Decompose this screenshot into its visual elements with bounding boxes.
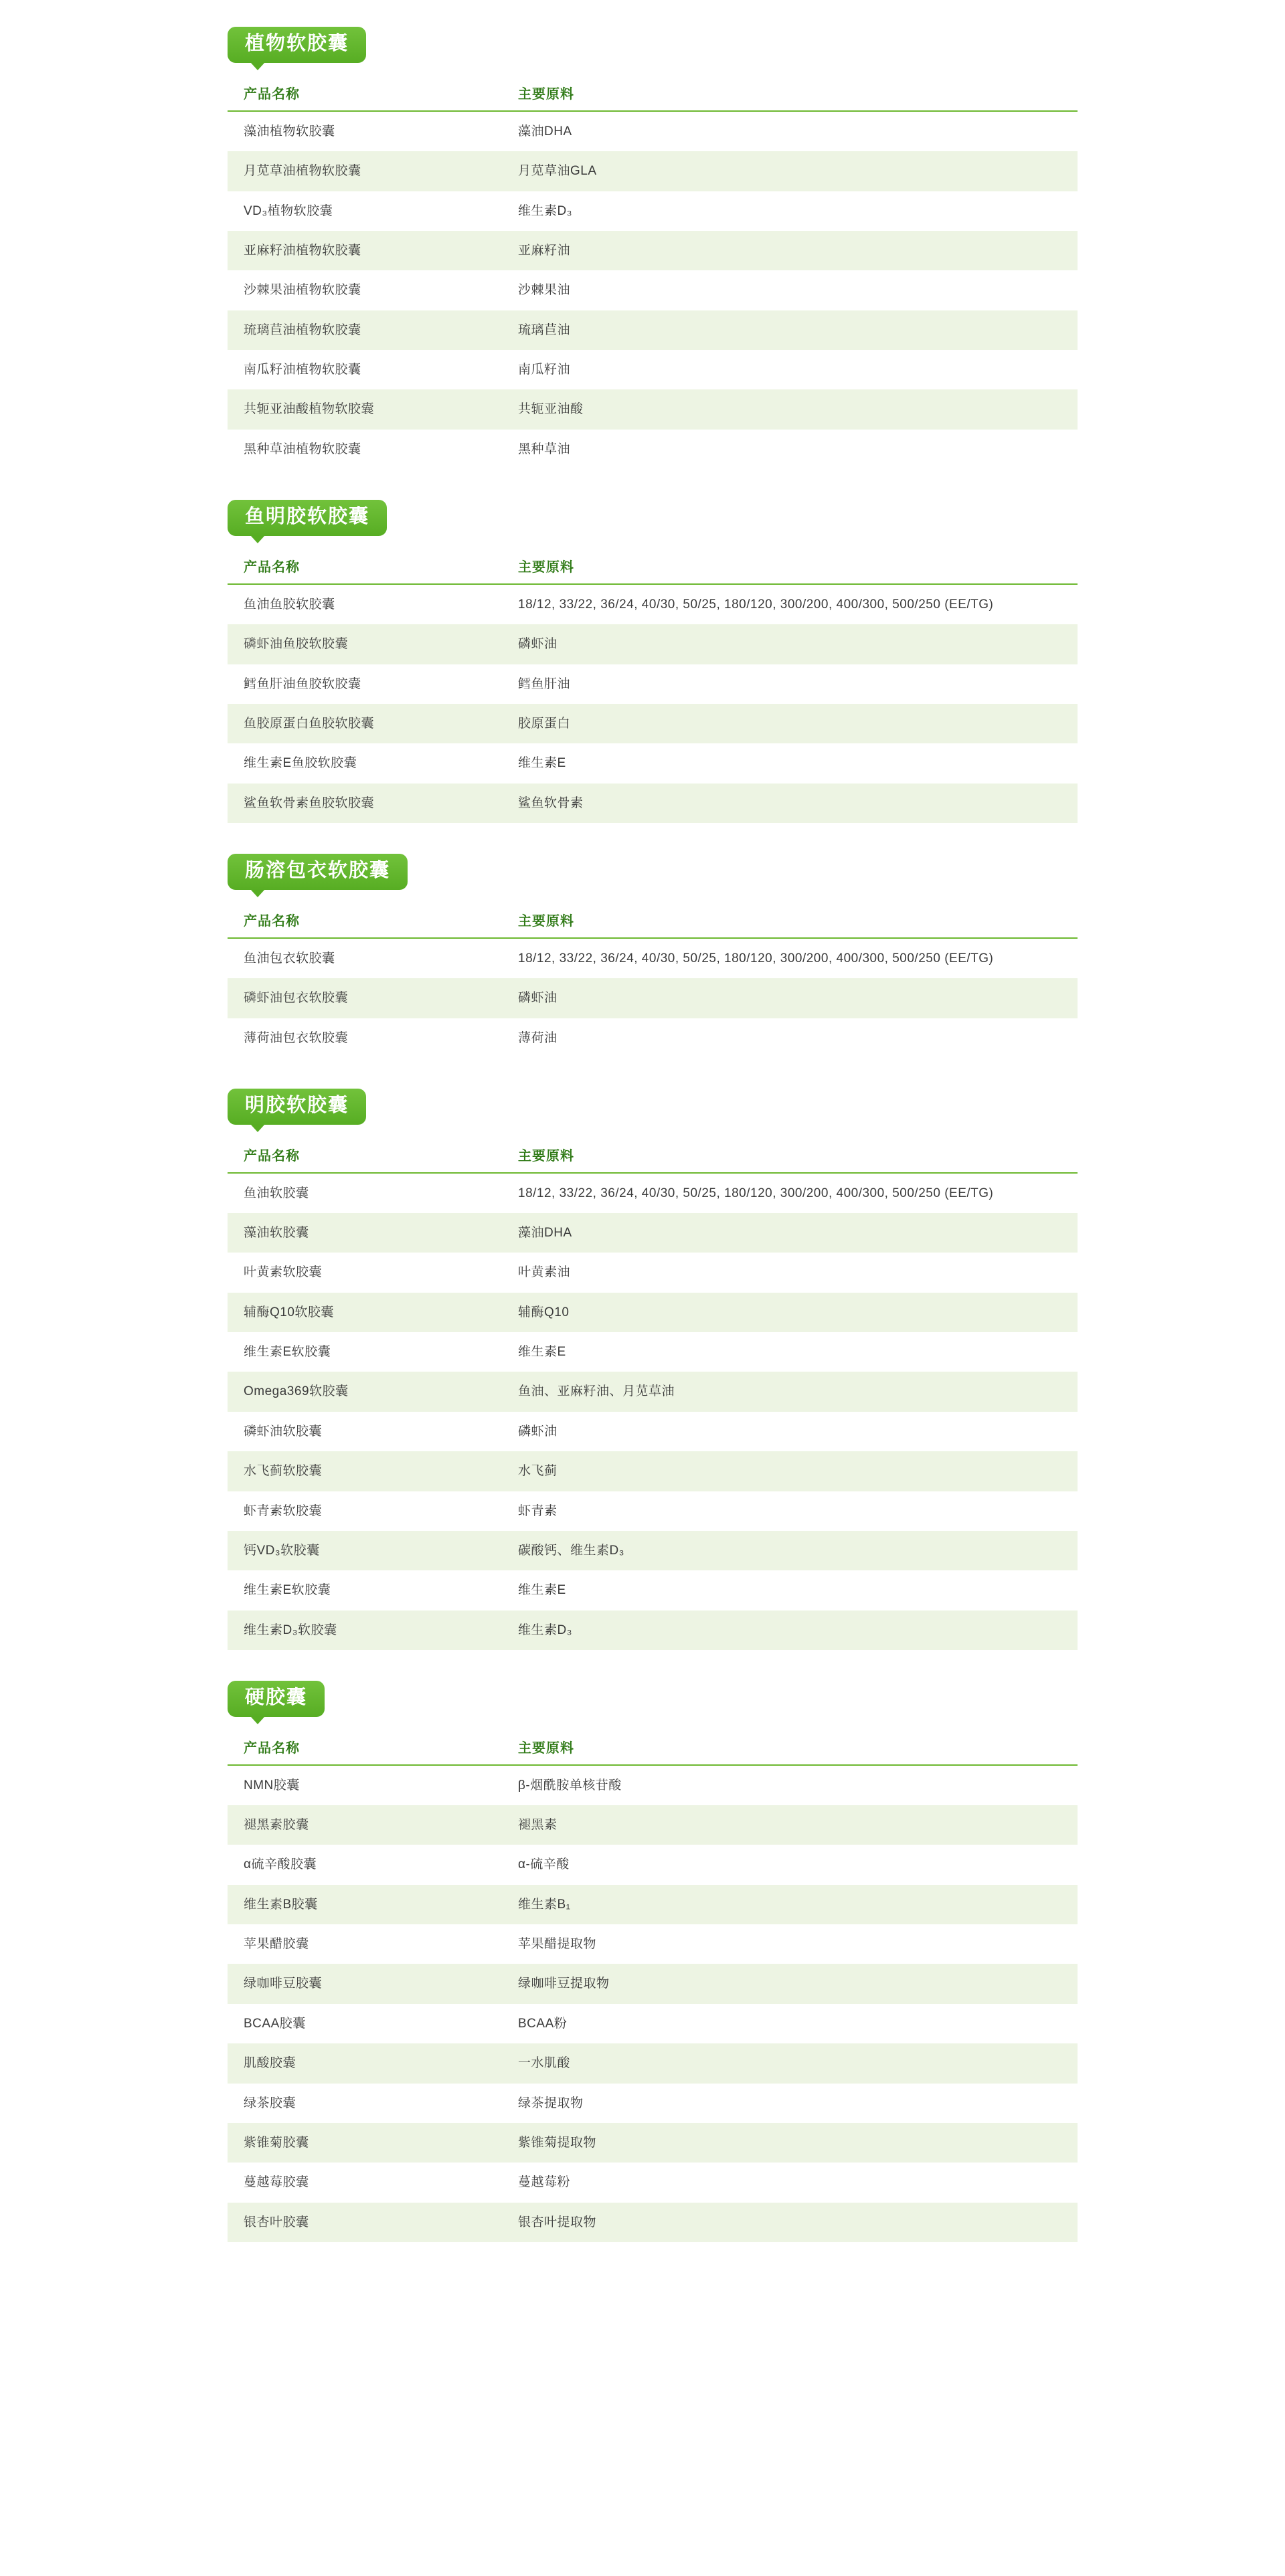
section-heading-wrap — [228, 500, 1078, 536]
cell-product-name: 磷虾油鱼胶软胶囊 — [228, 624, 502, 664]
page-content — [207, 27, 1078, 2242]
cell-product-name: 藻油软胶囊 — [228, 1213, 502, 1253]
cell-material: 一水肌酸 — [502, 2043, 1078, 2083]
section-title: 明胶软胶囊 — [228, 1089, 366, 1125]
table-row — [228, 1531, 1078, 1570]
table-row — [228, 584, 1078, 624]
cell-product-name: 鱼胶原蛋白鱼胶软胶囊 — [228, 704, 502, 743]
table-body — [228, 584, 1078, 823]
cell-product-name: 南瓜籽油植物软胶囊 — [228, 350, 502, 389]
column-header-material: 主要原料 — [502, 1137, 1078, 1173]
cell-product-name: 绿茶胶囊 — [228, 2084, 502, 2123]
table-row — [228, 1412, 1078, 1451]
section-title: 肠溶包衣软胶囊 — [228, 854, 408, 890]
cell-material: α-硫辛酸 — [502, 1845, 1078, 1884]
cell-product-name: 鳕鱼肝油鱼胶软胶囊 — [228, 664, 502, 704]
cell-material: 琉璃苣油 — [502, 310, 1078, 350]
column-header-material: 主要原料 — [502, 902, 1078, 938]
cell-material: 18/12, 33/22, 36/24, 40/30, 50/25, 180/120, 300/200, 400/300, 500/250 (EE/TG) — [502, 938, 1078, 978]
table-row — [228, 624, 1078, 664]
cell-material: 共轭亚油酸 — [502, 389, 1078, 429]
column-header-name: 产品名称 — [228, 75, 502, 111]
table-row — [228, 2004, 1078, 2043]
cell-product-name: 鲨鱼软骨素鱼胶软胶囊 — [228, 784, 502, 823]
cell-material: 维生素E — [502, 1570, 1078, 1610]
cell-product-name: 虾青素软胶囊 — [228, 1491, 502, 1531]
section-title: 植物软胶囊 — [228, 27, 366, 63]
table-row — [228, 2043, 1078, 2083]
table-header-row — [228, 902, 1078, 938]
cell-material: 磷虾油 — [502, 624, 1078, 664]
table-row — [228, 1570, 1078, 1610]
cell-material: 18/12, 33/22, 36/24, 40/30, 50/25, 180/120, 300/200, 400/300, 500/250 (EE/TG) — [502, 584, 1078, 624]
cell-product-name: 绿咖啡豆胶囊 — [228, 1964, 502, 2003]
table-row — [228, 430, 1078, 469]
table-row — [228, 704, 1078, 743]
product-table — [228, 1137, 1078, 1650]
cell-product-name: 薄荷油包衣软胶囊 — [228, 1018, 502, 1058]
table-row — [228, 270, 1078, 310]
table-row — [228, 1885, 1078, 1924]
cell-material: 辅酶Q10 — [502, 1293, 1078, 1332]
cell-product-name: 钙VD₃软胶囊 — [228, 1531, 502, 1570]
cell-material: 维生素B₁ — [502, 1885, 1078, 1924]
cell-product-name: VD₃植物软胶囊 — [228, 191, 502, 231]
section-hard-capsule — [228, 1681, 1078, 2242]
section-heading-wrap — [228, 1089, 1078, 1125]
cell-product-name: 磷虾油软胶囊 — [228, 1412, 502, 1451]
column-header-material: 主要原料 — [502, 548, 1078, 584]
cell-material: 18/12, 33/22, 36/24, 40/30, 50/25, 180/120, 300/200, 400/300, 500/250 (EE/TG) — [502, 1173, 1078, 1213]
cell-product-name: 鱼油鱼胶软胶囊 — [228, 584, 502, 624]
cell-product-name: 黑种草油植物软胶囊 — [228, 430, 502, 469]
table-row — [228, 1611, 1078, 1650]
table-body — [228, 938, 1078, 1058]
cell-material: 沙棘果油 — [502, 270, 1078, 310]
cell-material: 碳酸钙、维生素D₃ — [502, 1531, 1078, 1570]
cell-material: 褪黑素 — [502, 1805, 1078, 1845]
table-row — [228, 1924, 1078, 1964]
cell-material: 叶黄素油 — [502, 1253, 1078, 1292]
table-body — [228, 1173, 1078, 1650]
cell-product-name: 银杏叶胶囊 — [228, 2203, 502, 2242]
cell-material: 亚麻籽油 — [502, 231, 1078, 270]
cell-product-name: 鱼油软胶囊 — [228, 1173, 502, 1213]
table-row — [228, 1964, 1078, 2003]
cell-product-name: BCAA胶囊 — [228, 2004, 502, 2043]
cell-material: 维生素D₃ — [502, 191, 1078, 231]
cell-product-name: 紫锥菊胶囊 — [228, 2123, 502, 2163]
table-row — [228, 2123, 1078, 2163]
section-title: 硬胶囊 — [228, 1681, 325, 1717]
table-row — [228, 2163, 1078, 2202]
table-row — [228, 2203, 1078, 2242]
table-header-row — [228, 548, 1078, 584]
cell-material: BCAA粉 — [502, 2004, 1078, 2043]
cell-product-name: 沙棘果油植物软胶囊 — [228, 270, 502, 310]
table-header-row — [228, 1729, 1078, 1765]
cell-product-name: 亚麻籽油植物软胶囊 — [228, 231, 502, 270]
cell-product-name: 鱼油包衣软胶囊 — [228, 938, 502, 978]
section-heading-wrap — [228, 1681, 1078, 1717]
column-header-name: 产品名称 — [228, 902, 502, 938]
table-row — [228, 1253, 1078, 1292]
table-row — [228, 1451, 1078, 1491]
table-row — [228, 1845, 1078, 1884]
cell-product-name: 叶黄素软胶囊 — [228, 1253, 502, 1292]
table-row — [228, 938, 1078, 978]
section-fish-gelatin-softgel — [228, 500, 1078, 823]
product-table — [228, 75, 1078, 469]
table-row — [228, 350, 1078, 389]
product-table — [228, 548, 1078, 823]
table-row — [228, 1491, 1078, 1531]
table-row — [228, 664, 1078, 704]
cell-product-name: 辅酶Q10软胶囊 — [228, 1293, 502, 1332]
table-row — [228, 1372, 1078, 1411]
product-table — [228, 1729, 1078, 2242]
cell-material: 黑种草油 — [502, 430, 1078, 469]
cell-product-name: 维生素B胶囊 — [228, 1885, 502, 1924]
table-header-row — [228, 1137, 1078, 1173]
table-row — [228, 1293, 1078, 1332]
cell-material: 维生素E — [502, 1332, 1078, 1372]
table-body — [228, 1765, 1078, 2242]
cell-material: β-烟酰胺单核苷酸 — [502, 1765, 1078, 1805]
table-row — [228, 151, 1078, 191]
section-plant-softgel — [228, 27, 1078, 469]
cell-material: 维生素D₃ — [502, 1611, 1078, 1650]
cell-material: 水飞蓟 — [502, 1451, 1078, 1491]
cell-product-name: Omega369软胶囊 — [228, 1372, 502, 1411]
table-row — [228, 310, 1078, 350]
table-row — [228, 1332, 1078, 1372]
cell-product-name: NMN胶囊 — [228, 1765, 502, 1805]
table-row — [228, 2084, 1078, 2123]
table-row — [228, 231, 1078, 270]
column-header-material: 主要原料 — [502, 1729, 1078, 1765]
cell-material: 鲨鱼软骨素 — [502, 784, 1078, 823]
column-header-material: 主要原料 — [502, 75, 1078, 111]
cell-product-name: α硫辛酸胶囊 — [228, 1845, 502, 1884]
column-header-name: 产品名称 — [228, 1729, 502, 1765]
section-heading-wrap — [228, 27, 1078, 63]
cell-product-name: 褪黑素胶囊 — [228, 1805, 502, 1845]
cell-material: 月苋草油GLA — [502, 151, 1078, 191]
cell-material: 磷虾油 — [502, 1412, 1078, 1451]
cell-material: 绿茶提取物 — [502, 2084, 1078, 2123]
table-row — [228, 1018, 1078, 1058]
cell-material: 银杏叶提取物 — [502, 2203, 1078, 2242]
cell-product-name: 维生素D₃软胶囊 — [228, 1611, 502, 1650]
cell-material: 紫锥菊提取物 — [502, 2123, 1078, 2163]
cell-product-name: 苹果醋胶囊 — [228, 1924, 502, 1964]
section-gelatin-softgel — [228, 1089, 1078, 1650]
cell-material: 鳕鱼肝油 — [502, 664, 1078, 704]
table-row — [228, 978, 1078, 1018]
table-row — [228, 191, 1078, 231]
cell-product-name: 维生素E软胶囊 — [228, 1570, 502, 1610]
column-header-name: 产品名称 — [228, 548, 502, 584]
table-row — [228, 1173, 1078, 1213]
cell-material: 鱼油、亚麻籽油、月苋草油 — [502, 1372, 1078, 1411]
cell-product-name: 维生素E软胶囊 — [228, 1332, 502, 1372]
cell-material: 绿咖啡豆提取物 — [502, 1964, 1078, 2003]
column-header-name: 产品名称 — [228, 1137, 502, 1173]
table-row — [228, 743, 1078, 783]
cell-product-name: 藻油植物软胶囊 — [228, 111, 502, 151]
cell-product-name: 肌酸胶囊 — [228, 2043, 502, 2083]
table-header-row — [228, 75, 1078, 111]
cell-product-name: 月苋草油植物软胶囊 — [228, 151, 502, 191]
cell-material: 南瓜籽油 — [502, 350, 1078, 389]
cell-material: 维生素E — [502, 743, 1078, 783]
cell-material: 虾青素 — [502, 1491, 1078, 1531]
cell-product-name: 琉璃苣油植物软胶囊 — [228, 310, 502, 350]
cell-material: 藻油DHA — [502, 1213, 1078, 1253]
table-row — [228, 1805, 1078, 1845]
cell-material: 苹果醋提取物 — [502, 1924, 1078, 1964]
section-heading-wrap — [228, 854, 1078, 890]
cell-material: 胶原蛋白 — [502, 704, 1078, 743]
cell-material: 磷虾油 — [502, 978, 1078, 1018]
table-row — [228, 111, 1078, 151]
table-row — [228, 1765, 1078, 1805]
table-body — [228, 111, 1078, 469]
cell-product-name: 共轭亚油酸植物软胶囊 — [228, 389, 502, 429]
table-row — [228, 1213, 1078, 1253]
cell-material: 藻油DHA — [502, 111, 1078, 151]
section-title: 鱼明胶软胶囊 — [228, 500, 387, 536]
cell-product-name: 水飞蓟软胶囊 — [228, 1451, 502, 1491]
cell-material: 薄荷油 — [502, 1018, 1078, 1058]
cell-material: 蔓越莓粉 — [502, 2163, 1078, 2202]
table-row — [228, 389, 1078, 429]
cell-product-name: 蔓越莓胶囊 — [228, 2163, 502, 2202]
cell-product-name: 维生素E鱼胶软胶囊 — [228, 743, 502, 783]
section-enteric-coated-softgel — [228, 854, 1078, 1058]
product-table — [228, 902, 1078, 1058]
table-row — [228, 784, 1078, 823]
cell-product-name: 磷虾油包衣软胶囊 — [228, 978, 502, 1018]
